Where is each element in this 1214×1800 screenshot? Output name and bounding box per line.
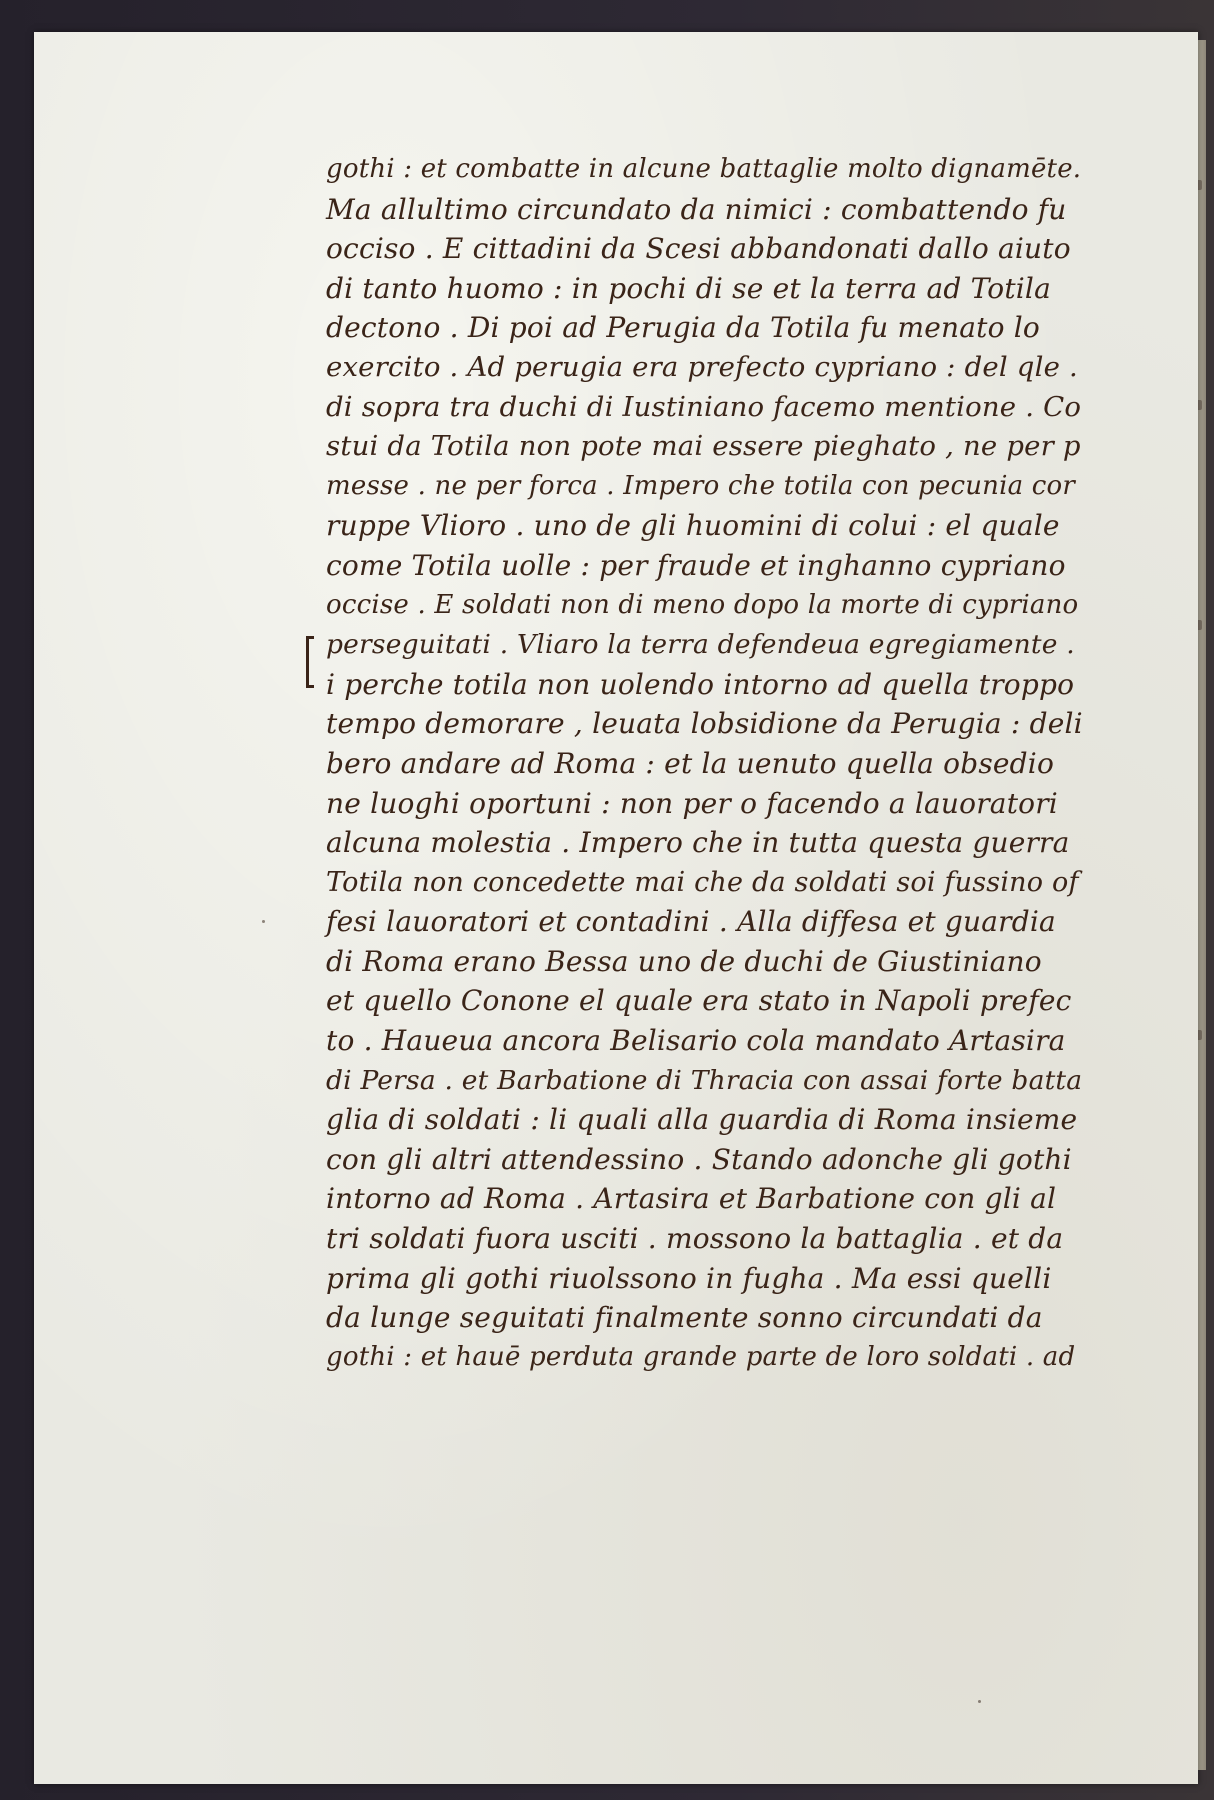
text-line: tempo demorare , leuata lobsidione da Perugia : deli (326, 707, 1083, 741)
text-line: di Roma erano Bessa uno de duchi de Giustiniano (326, 944, 1042, 978)
margin-bracket (306, 636, 316, 688)
text-line: di Persa . et Barbatione di Thracia con assai forte batta (326, 1064, 1083, 1096)
text-line: intorno ad Roma . Artasira et Barbatione con gli al (326, 1182, 1057, 1216)
text-line: fesi lauoratori et contadini . Alla diffesa et guardia (326, 905, 1056, 939)
text-line: dectono . Di poi ad Perugia da Totila fu menato lo (326, 311, 1040, 345)
ink-speck (978, 1700, 981, 1703)
text-line: gothi : et hauē perduta grande parte de loro soldati . ad (326, 1341, 1076, 1372)
text-line: Ma allultimo circundato da nimici : combattendo fu (326, 192, 1067, 226)
text-line: con gli altri attendessino . Stando adonche gli gothi (326, 1142, 1072, 1176)
text-line: i perche totila non uolendo intorno ad quella troppo (326, 667, 1075, 701)
text-line: alcuna molestia . Impero che in tutta questa guerra (326, 826, 1070, 860)
text-line: da lunge seguitati finalmente sonno circundati da (326, 1301, 1043, 1335)
text-line: to . Haueua ancora Belisario cola mandato Artasira (326, 1024, 1066, 1058)
text-line: messe . ne per forca . Impero che totila con pecunia cor (326, 470, 1076, 501)
text-line: ruppe Vlioro . uno de gli huomini di colui : el quale (326, 509, 1060, 543)
text-line: perseguitati . Vliaro la terra defendeua egregiamente . (326, 629, 1075, 661)
text-line: di sopra tra duchi di Iustiniano facemo mentione . Co (326, 390, 1082, 423)
text-line: stui da Totila non pote mai essere pieghato , ne per p (326, 430, 1081, 463)
text-line: tri soldati fuora usciti . mossono la battaglia . et da (326, 1222, 1064, 1256)
text-line: come Totila uolle : per fraude et inghanno cypriano (326, 548, 1066, 582)
text-line: di tanto huomo : in pochi di se et la terra ad Totila (326, 271, 1051, 305)
text-line: occise . E soldati non di meno dopo la morte di cypriano (326, 589, 1079, 620)
text-line: glia di soldati : li quali alla guardia di Roma insieme (326, 1103, 1078, 1137)
text-line: prima gli gothi riuolssono in fugha . Ma essi quelli (326, 1261, 1052, 1295)
text-line: ne luoghi oportuni : non per o facendo a lauoratori (326, 786, 1058, 820)
text-line: occiso . E cittadini da Scesi abbandonati dallo aiuto (326, 232, 1071, 266)
text-line: Totila non concedette mai che da soldati soi fussino of (326, 866, 1079, 898)
text-line: et quello Conone el quale era stato in Napoli prefec (326, 984, 1072, 1018)
manuscript-text (326, 150, 1086, 1377)
text-line: exercito . Ad perugia era prefecto cypriano : del qle . (326, 350, 1078, 383)
text-line: gothi : et combatte in alcune battaglie molto dignamēte. (326, 154, 1082, 184)
ink-speck (262, 920, 265, 923)
text-line: bero andare ad Roma : et la uenuto quella obsedio (326, 746, 1055, 780)
